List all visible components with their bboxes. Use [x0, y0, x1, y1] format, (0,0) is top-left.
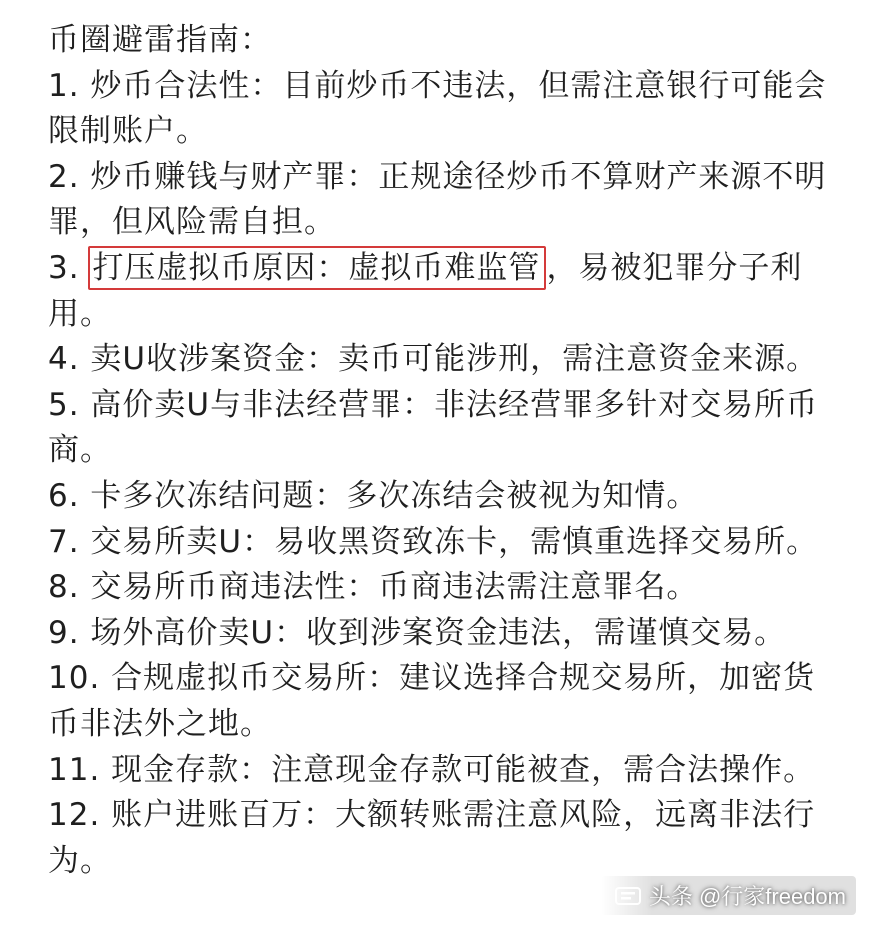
- list-item-4: 4. 卖U收涉案资金：卖币可能涉刑，需注意资金来源。: [48, 341, 819, 378]
- list-item-1-line-2: 限制账户。: [48, 113, 208, 150]
- list-item-9: 9. 场外高价卖U：收到涉案资金违法，需谨慎交易。: [48, 614, 787, 651]
- list-item-1-line-1: 1. 炒币合法性：目前炒币不违法，但需注意银行可能会: [48, 67, 827, 104]
- list-item-3-line-1: [48, 246, 838, 292]
- doc-title: 币圈避雷指南：: [48, 22, 272, 58]
- list-item-3-number: 3.: [48, 249, 91, 286]
- list-item-8: 8. 交易所币商违法性：币商违法需注意罪名。: [48, 569, 699, 606]
- list-item-10-line-2: 币非法外之地。: [48, 705, 272, 742]
- list-item-7: 7. 交易所卖U：易收黑资致冻卡，需慎重选择交易所。: [48, 523, 819, 560]
- list-item-2-line-2: 罪，但风险需自担。: [48, 204, 336, 241]
- highlighted-phrase: 打压虚拟币原因：虚拟币难监管: [88, 246, 546, 290]
- list-item-3-rest: ，易被犯罪分子利: [546, 249, 803, 286]
- list-item-11: 11. 现金存款：注意现金存款可能被查，需合法操作。: [48, 751, 816, 788]
- list-item-2-line-1: 2. 炒币赚钱与财产罪：正规途径炒币不算财产来源不明: [48, 158, 827, 195]
- document-body: [48, 18, 838, 884]
- watermark-text: 头条 @行家freedom: [648, 884, 846, 909]
- toutiao-logo-icon: [615, 885, 641, 907]
- list-item-12-line-2: 为。: [48, 842, 112, 879]
- list-item-5-line-1: 5. 高价卖U与非法经营罪：非法经营罪多针对交易所币: [48, 386, 819, 423]
- watermark: [601, 876, 856, 915]
- list-item-10-line-1: 10. 合规虚拟币交易所：建议选择合规交易所，加密货: [48, 660, 816, 697]
- list-item-5-line-2: 商。: [48, 432, 112, 469]
- list-item-12-line-1: 12. 账户进账百万：大额转账需注意风险，远离非法行: [48, 797, 816, 834]
- list-item-3-line-2: 用。: [48, 295, 112, 332]
- list-item-6: 6. 卡多次冻结问题：多次冻结会被视为知情。: [48, 477, 699, 514]
